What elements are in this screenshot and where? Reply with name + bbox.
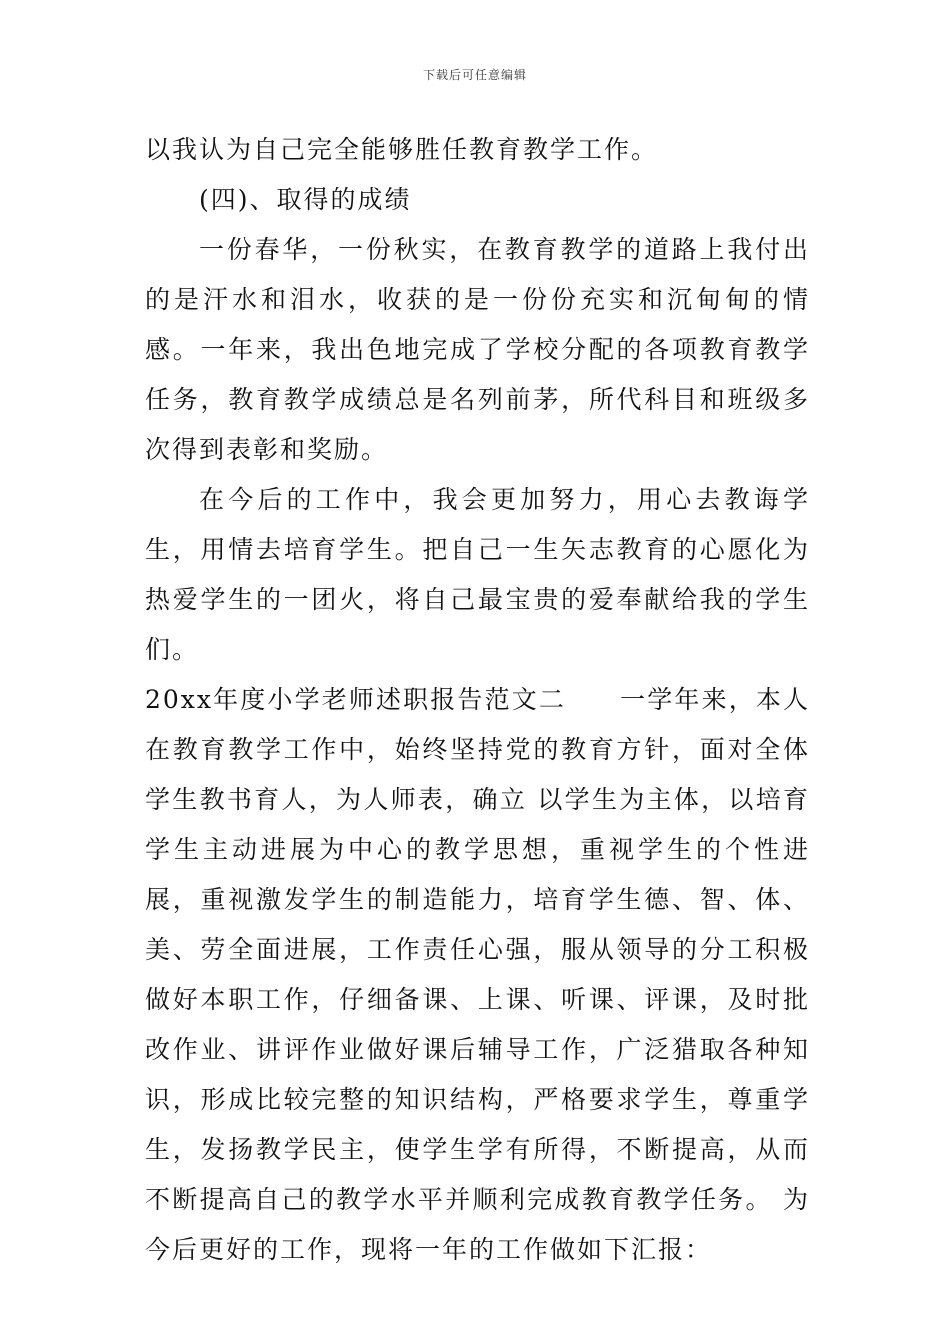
- section-heading: (四)、取得的成绩: [199, 185, 412, 214]
- report-two-title: 20xx年度小学老师述职报告范文二: [145, 685, 566, 714]
- report-two-body: 一学年来，本人在教育教学工作中，始终坚持党的教育方针，面对全体学生教书育人，为人师表，确立 以学生为主体，以培育学生主动进展为中心的教学思想，重视学生的个性进展，重视激发学生的制造能力，培育学生德、智、体、美、劳全面进展，工作责任心强，服从领导的分工积极做好本职工作，仔细备课、上课、听课、评课，及时批改作业、讲评作业做好课后辅导工作，广泛猎取各种知识，形成比较完整的知识结构，严格要求学生，尊重学生，发扬教学民主，使学生学有所得，不断提高，从而不断提高自己的教学水平并顺利完成教育教学任务。 为今后更好的工作，现将一年的工作做如下汇报：: [145, 685, 810, 1264]
- paragraph-future-work: 在今后的工作中，我会更加努力，用心去教诲学生，用情去培育学生。把自己一生矢志教育的心愿化为热爱学生的一团火，将自己最宝贵的爱奉献给我的学生们。: [145, 485, 810, 664]
- paragraph-achievements: 一份春华，一份秋实，在教育教学的道路上我付出的是汗水和泪水，收获的是一份份充实和沉甸甸的情感。一年来，我出色地完成了学校分配的各项教育教学任务，教育教学成绩总是名列前茅，所代科目和班级多次得到表彰和奖励。: [145, 235, 810, 464]
- paragraph-continuation: 以我认为自己完全能够胜任教育教学工作。: [145, 135, 659, 164]
- document-body: [145, 125, 810, 1275]
- paragraph-report-two: [145, 675, 810, 1275]
- page-header-note: 下载后可任意编辑: [422, 68, 527, 82]
